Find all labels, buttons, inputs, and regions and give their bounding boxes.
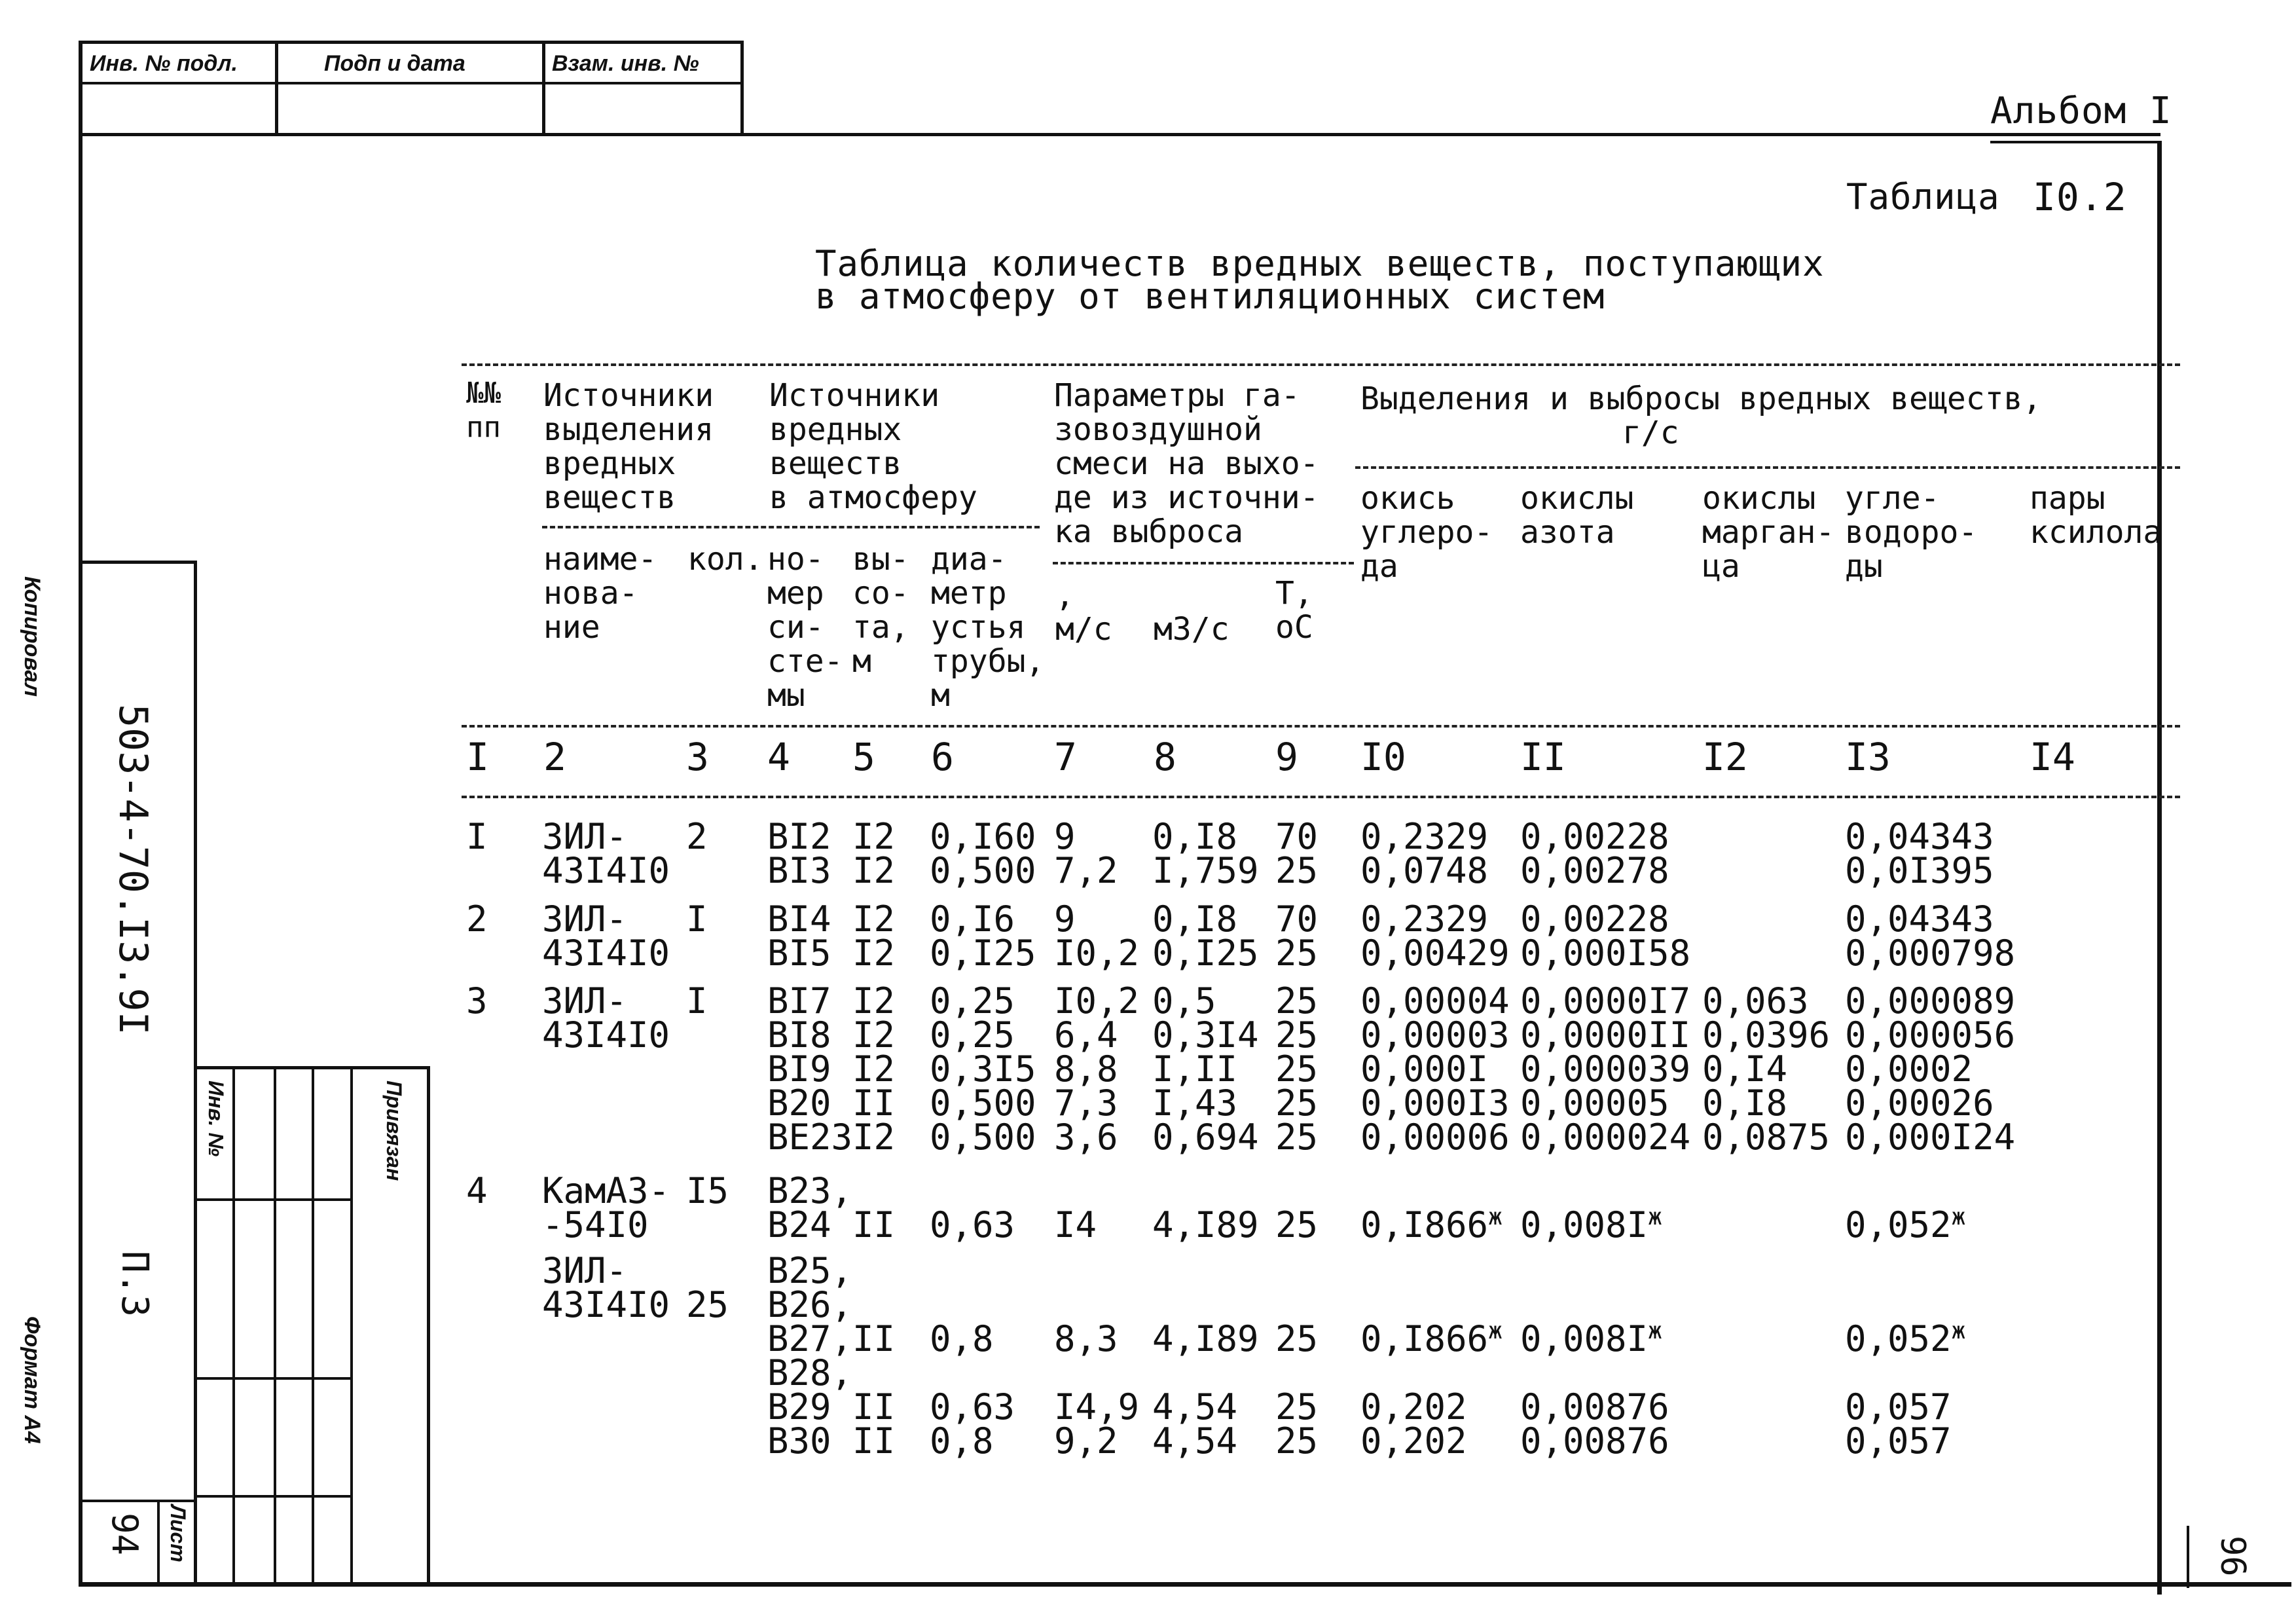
row4-pp: 4 xyxy=(466,1170,488,1211)
page-number-box xyxy=(2187,1526,2189,1588)
rule-params xyxy=(1053,562,1354,564)
table-title-line1: Таблица количеств вредных веществ, поступающих xyxy=(815,243,1825,284)
album-underline xyxy=(1990,141,2160,143)
hdr-co: окись углеро- да xyxy=(1360,480,1493,585)
row4-sys2: B25, B26, B27, B28, xyxy=(767,1250,853,1393)
hdr-emissions-unit: г/с xyxy=(1622,415,1679,451)
row2-d: 0,I6 0,I25 xyxy=(930,898,1036,974)
row4-v3: I4,9 9,2 xyxy=(1054,1386,1140,1462)
hdr-height: вы- со- та, м xyxy=(852,541,909,680)
hdr-diam: диа- метр устья трубы, м xyxy=(931,541,1045,714)
row4-t1: 25 xyxy=(1275,1204,1319,1246)
row2-t: 70 25 xyxy=(1275,898,1319,974)
row1-nox: 0,00228 0,00278 xyxy=(1520,816,1669,891)
row1-co: 0,2329 0,0748 xyxy=(1360,816,1489,891)
doc-code: 503-4-70.I3.9I xyxy=(110,704,156,1035)
frame-top xyxy=(79,133,2160,136)
row2-count: I xyxy=(686,898,708,940)
part-label: П.3 xyxy=(113,1251,156,1318)
page-number: 96 xyxy=(2213,1536,2252,1577)
column-number: 5 xyxy=(852,735,875,779)
row2-q: 0,I8 0,I25 xyxy=(1152,898,1259,974)
row4-q1: 4,I89 xyxy=(1152,1204,1259,1246)
row4-count1: I5 xyxy=(686,1170,729,1211)
stamp-col2: Подп и дата xyxy=(324,51,465,76)
side-sheet-divider xyxy=(157,1500,160,1585)
table-number: I0.2 xyxy=(2033,175,2127,219)
row1-sys: BI2 BI3 xyxy=(767,816,831,891)
hdr-nox: окислы азота xyxy=(1520,480,1634,551)
row4-h2: II xyxy=(852,1318,896,1359)
hdr-gas-params: Параметры га- зовоздушной смеси на выхо- де из источни- ка выброса xyxy=(1054,377,1319,550)
row1-pp: I xyxy=(466,816,488,857)
hdr-source: Источники выделения вредных веществ xyxy=(543,377,714,516)
hdr-name: наиме- нова- ние xyxy=(543,541,657,646)
hdr-hc: угле- водоро- ды xyxy=(1845,480,1978,585)
hdr-speed: , м/с xyxy=(1055,577,1112,648)
hdr-flow: м3/с xyxy=(1154,611,1230,648)
row4-h3: II II xyxy=(852,1386,896,1462)
stamp-divider-2 xyxy=(542,41,545,136)
row3-nox: 0,0000I7 0,0000II 0,000039 0,00005 0,000024 xyxy=(1520,980,1691,1158)
hdr-count: кол. xyxy=(687,541,763,578)
row4-d3: 0,63 0,8 xyxy=(930,1386,1015,1462)
row4-sys1: B23, B24 xyxy=(767,1170,853,1246)
row4-count2: 25 xyxy=(686,1284,729,1325)
row2-pp: 2 xyxy=(466,898,488,940)
column-number: I3 xyxy=(1845,735,1891,779)
hdr-xyl: пары ксилола xyxy=(2030,480,2162,551)
stamp-divider-1 xyxy=(275,41,278,136)
row4-name2: ЗИЛ- 43I4I0 xyxy=(542,1250,670,1325)
row4-q2: 4,I89 xyxy=(1152,1318,1259,1359)
stamp-frame-top xyxy=(82,41,743,44)
stamp-frame-mid xyxy=(82,82,743,84)
row4-co3: 0,202 0,202 xyxy=(1360,1386,1467,1462)
row3-name: ЗИЛ- 43I4I0 xyxy=(542,980,670,1056)
format-label: Формат А4 xyxy=(20,1316,45,1444)
album-label: Альбом I xyxy=(1990,90,2172,132)
row3-h: I2 I2 I2 II I2 xyxy=(852,980,896,1158)
hdr-temp: Т, оC xyxy=(1275,575,1313,646)
row1-t: 70 25 xyxy=(1275,816,1319,891)
side-grid-v4 xyxy=(350,1066,353,1583)
row1-hc: 0,04343 0,0I395 xyxy=(1845,816,1994,891)
hdr-emission-source: Источники вредных веществ в атмосферу xyxy=(769,377,977,516)
row4-nox1: $0,008I^ж$ xyxy=(1520,1204,1662,1246)
row4-sys3: B29 B30 xyxy=(767,1386,831,1462)
hdr-sysno: но- мер си- сте- мы xyxy=(767,541,843,714)
stamp-col1: Инв. № подл. xyxy=(90,51,238,76)
row4-nox2: $0,008I^ж$ xyxy=(1520,1318,1662,1359)
side-top xyxy=(82,561,196,564)
row3-d: 0,25 0,25 0,3I5 0,500 0,500 xyxy=(930,980,1036,1158)
row4-hc2: $0,052^ж$ xyxy=(1845,1318,1966,1359)
row1-name: ЗИЛ- 43I4I0 xyxy=(542,816,670,891)
row4-hc3: 0,057 0,057 xyxy=(1845,1386,1952,1462)
row4-v1: I4 xyxy=(1054,1204,1097,1246)
row3-t: 25 25 25 25 25 xyxy=(1275,980,1319,1158)
side-grid-v5 xyxy=(427,1066,430,1583)
side-grid-h2 xyxy=(194,1377,351,1380)
hdr-pp: №№ пп xyxy=(466,377,501,444)
column-number: I4 xyxy=(2030,735,2075,779)
row2-name: ЗИЛ- 43I4I0 xyxy=(542,898,670,974)
side-grid-v3 xyxy=(312,1066,314,1583)
sheet-label: Лист xyxy=(166,1505,190,1562)
rule-numbers-bottom xyxy=(462,796,2180,798)
row4-h1: II xyxy=(852,1204,896,1246)
copied-label: Копировал xyxy=(20,576,45,697)
sheet-number: 94 xyxy=(104,1513,145,1556)
hdr-mn: окислы марган- ца xyxy=(1702,480,1835,585)
row4-co1: $0,I866^ж$ xyxy=(1360,1204,1503,1246)
column-number: I0 xyxy=(1360,735,1406,779)
column-number: 8 xyxy=(1154,735,1176,779)
hdr-emissions: Выделения и выбросы вредных веществ, xyxy=(1360,380,2042,417)
frame-left xyxy=(79,41,82,1586)
stamp-divider-3 xyxy=(740,41,744,136)
rule-emissions xyxy=(1355,466,2180,469)
row3-count: I xyxy=(686,980,708,1022)
row3-mn: 0,063 0,0396 0,I4 0,I8 0,0875 xyxy=(1702,980,1831,1158)
row2-v: 9 I0,2 xyxy=(1054,898,1140,974)
rule-source xyxy=(542,526,1040,528)
row1-q: 0,I8 I,759 xyxy=(1152,816,1259,891)
side-grid-h3 xyxy=(194,1495,351,1498)
row1-v: 9 7,2 xyxy=(1054,816,1118,891)
table-title-line2: в атмосферу от вентиляционных систем xyxy=(815,276,1605,317)
column-number: 7 xyxy=(1054,735,1077,779)
column-number: 6 xyxy=(931,735,954,779)
frame-right xyxy=(2157,141,2162,1595)
table-label: Таблица xyxy=(1846,176,2000,217)
row3-sys: BI7 BI8 BI9 B20 BE23 xyxy=(767,980,853,1158)
side-grid-v2 xyxy=(274,1066,276,1583)
table-top-rule xyxy=(462,363,2180,366)
row2-sys: BI4 BI5 xyxy=(767,898,831,974)
row1-count: 2 xyxy=(686,816,708,857)
column-number: 2 xyxy=(543,735,566,779)
linked-label: Привязан xyxy=(382,1080,406,1181)
row4-hc1: $0,052^ж$ xyxy=(1845,1204,1966,1246)
row3-hc: 0,000089 0,000056 0,0002 0,00026 0,000I24 xyxy=(1845,980,2016,1158)
frame-bottom xyxy=(79,1582,2291,1587)
row4-t2: 25 xyxy=(1275,1318,1319,1359)
row4-name1: КамАЗ- -54I0 xyxy=(542,1170,670,1246)
row3-v: I0,2 6,4 8,8 7,3 3,6 xyxy=(1054,980,1140,1158)
column-number: 4 xyxy=(767,735,790,779)
row4-q3: 4,54 4,54 xyxy=(1152,1386,1238,1462)
column-number: I xyxy=(466,735,489,779)
row3-co: 0,00004 0,00003 0,000I 0,000I3 0,00006 xyxy=(1360,980,1510,1158)
row4-nox3: 0,00876 0,00876 xyxy=(1520,1386,1669,1462)
column-number: 3 xyxy=(686,735,709,779)
row2-co: 0,2329 0,00429 xyxy=(1360,898,1510,974)
side-col1 xyxy=(194,561,197,1582)
row4-v2: 8,3 xyxy=(1054,1318,1118,1359)
row1-d: 0,I60 0,500 xyxy=(930,816,1036,891)
row3-q: 0,5 0,3I4 I,II I,43 0,694 xyxy=(1152,980,1259,1158)
stamp-col3: Взам. инв. № xyxy=(552,51,699,76)
column-number: 9 xyxy=(1275,735,1298,779)
rule-header-bottom xyxy=(462,725,2180,728)
column-number: I2 xyxy=(1702,735,1748,779)
row2-hc: 0,04343 0,000798 xyxy=(1845,898,2016,974)
row3-pp: 3 xyxy=(466,980,488,1022)
side-grid-v1 xyxy=(232,1066,235,1583)
column-number: II xyxy=(1520,735,1566,779)
row4-t3: 25 25 xyxy=(1275,1386,1319,1462)
side-sheet-top xyxy=(82,1500,196,1502)
row4-d2: 0,8 xyxy=(930,1318,994,1359)
inv-label: Инв. № xyxy=(204,1080,228,1157)
row2-nox: 0,00228 0,000I58 xyxy=(1520,898,1691,974)
row1-h: I2 I2 xyxy=(852,816,896,891)
side-grid-h1 xyxy=(194,1198,351,1201)
row2-h: I2 I2 xyxy=(852,898,896,974)
row4-co2: $0,I866^ж$ xyxy=(1360,1318,1503,1359)
row4-d1: 0,63 xyxy=(930,1204,1015,1246)
